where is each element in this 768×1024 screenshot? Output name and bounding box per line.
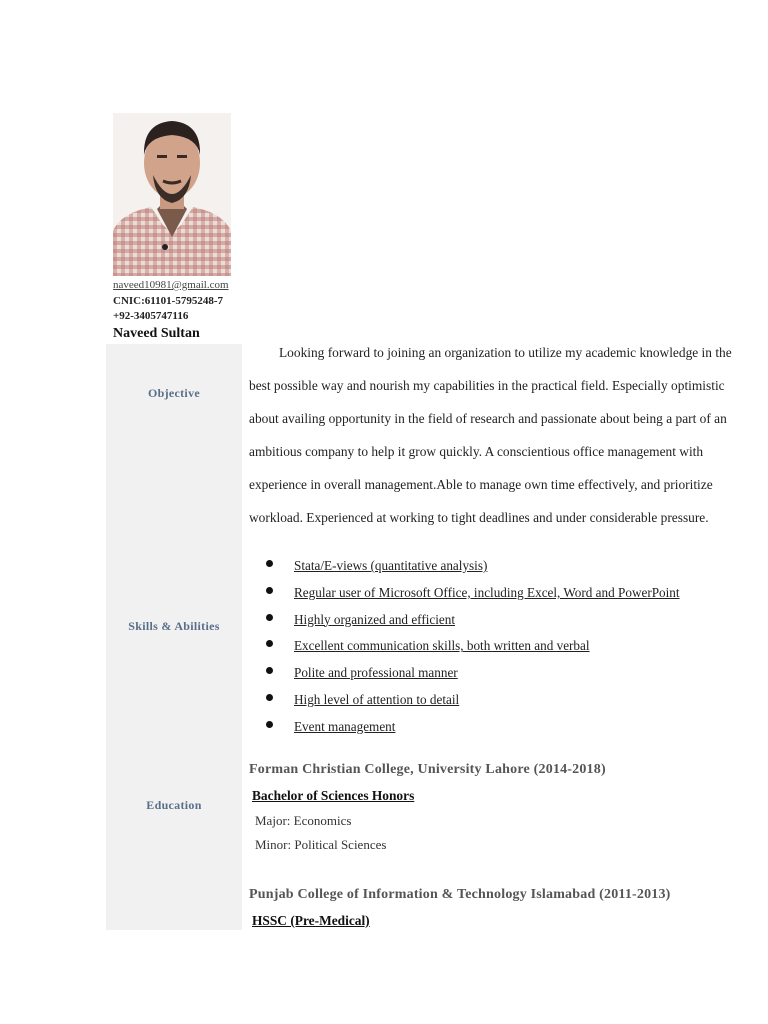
- education-institution: Punjab College of Information & Technology Islamabad (2011-2013): [249, 887, 671, 902]
- education-institution: Forman Christian College, University Lahore (2014-2018): [249, 762, 606, 777]
- phone-number: +92-3405747116: [113, 310, 189, 322]
- bullet-icon: [266, 587, 273, 594]
- profile-photo: [113, 113, 231, 276]
- skill-text: Highly organized and efficient: [294, 611, 456, 627]
- bullet-icon: [266, 694, 273, 701]
- skill-text: Polite and professional manner: [294, 665, 458, 681]
- bullet-icon: [266, 667, 273, 674]
- skill-item: [266, 609, 736, 636]
- education-degree: HSSC (Pre-Medical): [252, 913, 370, 928]
- education-major: Major: Economics: [255, 813, 352, 828]
- skill-item: [266, 716, 736, 743]
- skill-text: Event management: [294, 718, 396, 734]
- skill-text: Regular user of Microsoft Office, including Excel, Word and PowerPoint: [294, 584, 680, 600]
- cnic-number: CNIC:61101-5795248-7: [113, 295, 223, 307]
- skill-item: [266, 635, 736, 662]
- education-minor: Minor: Political Sciences: [255, 837, 387, 852]
- bullet-icon: [266, 560, 273, 567]
- bullet-icon: [266, 721, 273, 728]
- education-heading: Education: [146, 798, 202, 812]
- objective-heading: Objective: [147, 386, 200, 400]
- objective-text: Looking forward to joining an organization to utilize my academic knowledge in the best possible way and nourish my capabilities in the practical field. Especially optimistic about availing opportunity in the field of research and passionate about being a part of an ambitious company to help it grow quickly. A conscientious office management with experience in overall management.Able to manage own time effectively, and prioritize workload. Experienced at working to tight deadlines and under considerable pressure.: [249, 345, 732, 525]
- skill-item: [266, 662, 736, 689]
- candidate-name: Naveed Sultan: [113, 326, 200, 341]
- skill-text: Excellent communication skills, both written and verbal: [294, 638, 590, 654]
- skill-item: [266, 555, 736, 582]
- email-link[interactable]: naveed10981@gmail.com: [113, 279, 229, 291]
- skill-text: Stata/E-views (quantitative analysis): [294, 558, 488, 573]
- skills-list: [266, 555, 736, 743]
- bullet-icon: [266, 614, 273, 621]
- skill-text: High level of attention to detail: [294, 691, 460, 707]
- education-degree: Bachelor of Sciences Honors: [252, 788, 415, 803]
- skill-item: [266, 582, 736, 609]
- bullet-icon: [266, 640, 273, 647]
- skill-item: [266, 689, 736, 716]
- skills-heading: Skills & Abilities: [128, 619, 220, 633]
- section-sidebar: [106, 344, 242, 930]
